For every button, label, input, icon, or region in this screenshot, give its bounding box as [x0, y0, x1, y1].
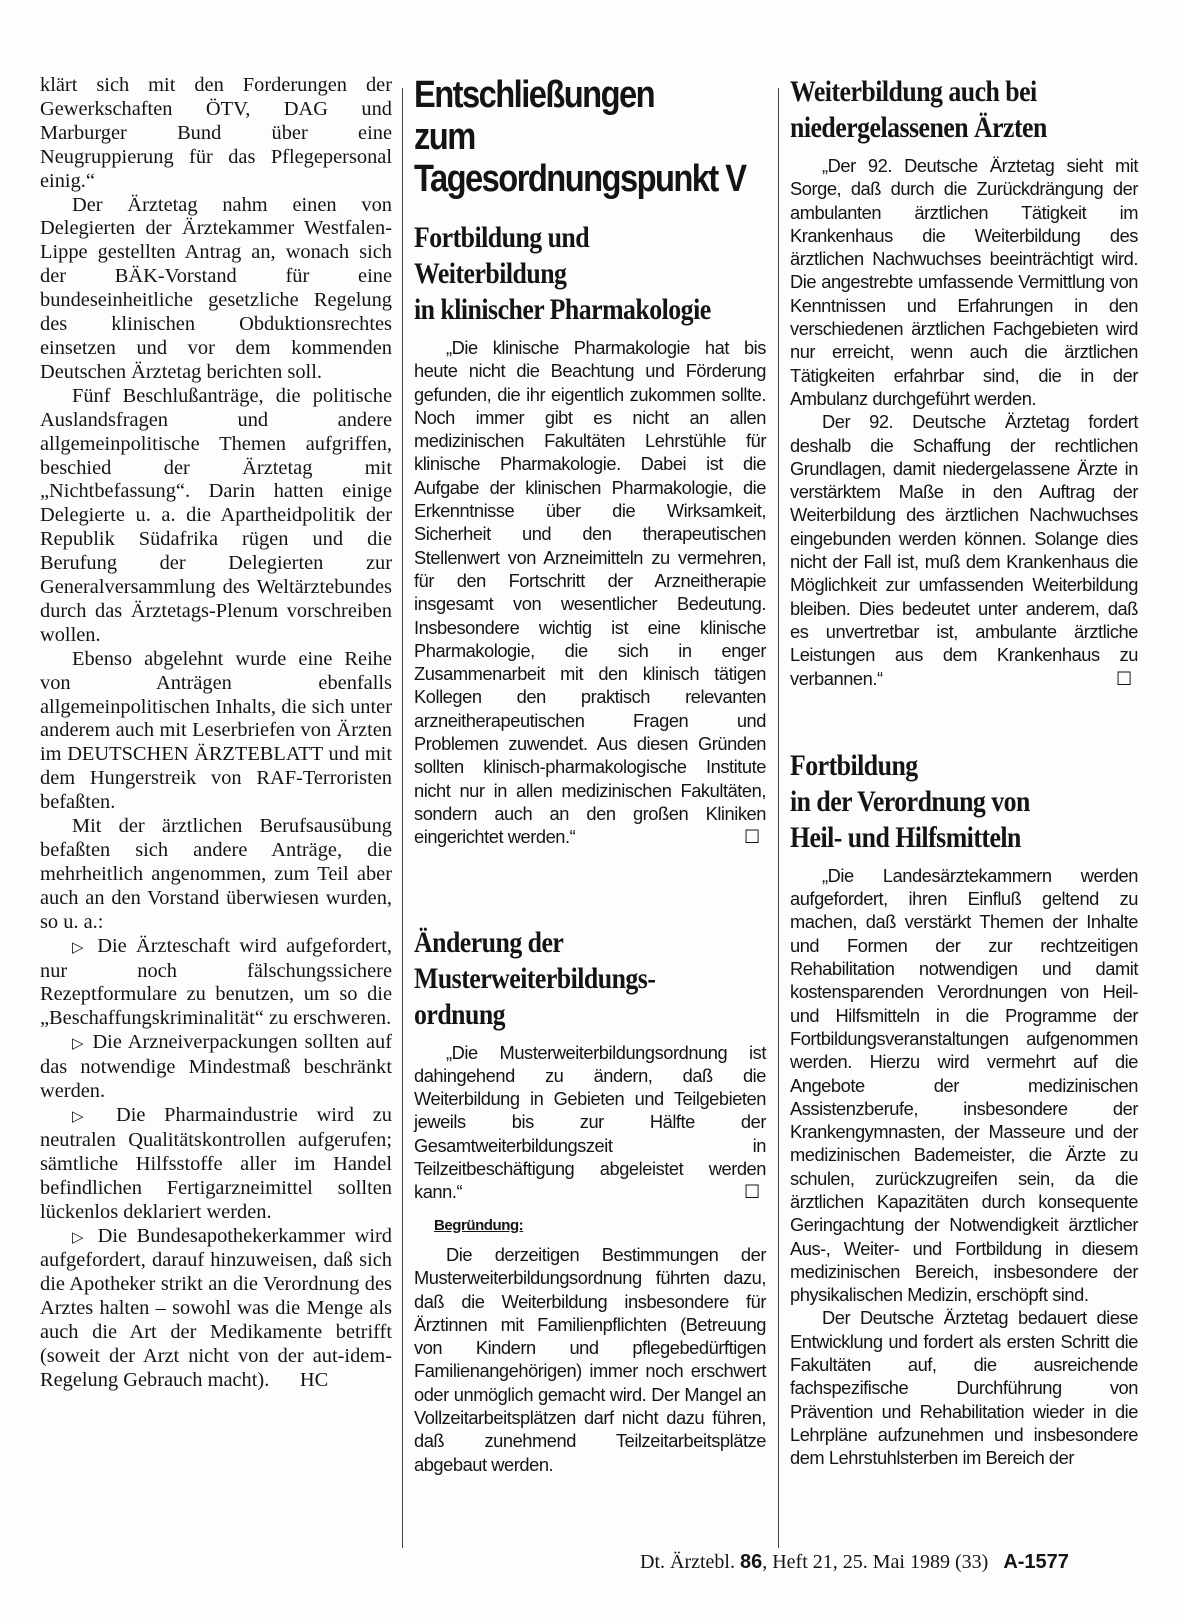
column-middle [414, 74, 766, 1476]
triangle-bullet-icon: ▷ [72, 1106, 98, 1125]
paragraph-text: Der 92. Deutsche Ärztetag fordert deshalb die Schaffung der rechtlichen Grundlagen, damit niedergelassene Ärzte in verstärktem Maße in den Auftrag der Weiterbildung des ärztlichen Nachwuchses eingebunden werden können. Solange dies nicht der Fall ist, muß dem Krankenhaus die Möglichkeit zur umfassenden Weiterbildung bleiben. Dies bedeutet unter anderem, daß es unvertretbar ist, ambulante ärztliche Leistungen aus dem Krankenhaus zu verbannen.“ [790, 411, 1138, 689]
list-item [40, 1031, 392, 1104]
main-heading [414, 74, 746, 200]
paragraph: Der Ärztetag nahm einen von Delegierten der Ärztekammer Westfalen-Lippe gestellten Antrag an, wonach sich der BÄK-Vorstand für eine bundeseinheitliche gesetzliche Regelung des klinischen Obduktionsrechtes einsetzen und vor dem kommenden Deutschen Ärztetag berichten soll. [40, 193, 392, 383]
end-of-article-mark: ☐ [1116, 667, 1132, 689]
column-rule [778, 88, 779, 1548]
main-heading-line: Entschließungen [414, 74, 655, 116]
paragraph [414, 336, 766, 849]
paragraph: „Der 92. Deutsche Ärztetag sieht mit Sorge, daß durch die Zurückdrängung der ambulanten ärztlichen Tätigkeit im Krankenhaus die Weiterbildung des ärztlichen Nachwuchses beeinträchtigt wird. Die angestrebte umfassende Vermittlung von Kenntnissen und Erfahrungen in den verschiedenen ärztlichen Fachgebieten wird nur erreicht, wenn auch die ärztlichen Tätigkeiten erfahrbar sind, die in der Ambulanz durchgeführt werden. [790, 155, 1138, 409]
section-heading-line: in der Verordnung von [790, 784, 1030, 818]
list-item-text: Die Arzneiverpackungen sollten auf das notwendige Mindestmaß beschränkt werden. [40, 1031, 392, 1103]
section-heading [790, 748, 1089, 856]
end-of-article-mark: ☐ [744, 1181, 760, 1203]
issue-info: , Heft 21, 25. Mai 1989 (33) [762, 1551, 989, 1573]
author-initials: HC [299, 1368, 329, 1391]
triangle-bullet-icon: ▷ [72, 1227, 89, 1246]
column-right [790, 74, 1138, 1470]
section-heading-line: Fortbildung und [414, 221, 590, 254]
end-of-article-mark: ☐ [744, 826, 760, 848]
journal-volume: 86 [739, 1551, 763, 1573]
section-heading [414, 220, 717, 328]
paragraph [790, 410, 1138, 690]
paragraph: Die derzeitigen Bestimmungen der Musterweiterbildungsordnung führten dazu, daß die Weiterbildung insbesondere für Ärztinnen mit Familienpflichten (Betreuung von Kindern und pflegebedürftigen Familienangehörigen) immer noch erschwert oder unmöglich gemacht wird. Der Mangel an Vollzeitarbeitsplätzen darf nicht dazu führen, daß zunehmend Teilzeitarbeitsplätze abgebaut werden. [414, 1243, 766, 1475]
triangle-bullet-icon: ▷ [72, 937, 88, 956]
section-heading-line: ordnung [414, 997, 506, 1031]
section-heading-line: niedergelassenen Ärzten [790, 111, 1047, 144]
page-footer [640, 1551, 1140, 1574]
paragraph: Der Deutsche Ärztetag bedauert diese Entwicklung und fordert als ersten Schritt die Fakultäten auf, die ausreichende fachspezifische Durchführung von Prävention und Rehabilitation wieder in die Lehrpläne aufzunehmen und insbesondere dem Lehrstuhlsterben im Bereich der [790, 1307, 1138, 1469]
column-rule [402, 88, 403, 1548]
main-heading-line: Tagesordnungspunkt V [414, 158, 746, 200]
paragraph: Ebenso abgelehnt wurde eine Reihe von Anträgen ebenfalls allgemeinpolitischen Inhalts, die sich unter anderem auch mit Leserbriefen von Ärzten im DEUTSCHEN ÄRZTEBLATT und mit dem Hungerstreik von RAF-Terroristen befaßten. [40, 647, 392, 814]
section-heading-line: Musterweiterbildungs- [414, 961, 656, 995]
column-left [40, 74, 392, 1393]
paragraph: Fünf Beschlußanträge, die politische Auslandsfragen und andere allgemeinpolitische Themen aufgriffen, beschied der Ärztetag mit „Nichtbefassung“. Darin hatten einige Delegierte u. a. die Apartheidpolitik der Republik Südafrika rügen und die Berufung der Delegierten zur Generalversammlung des Weltärztebundes durch das Ärztetags-Plenum vorschreiben wollen. [40, 384, 392, 646]
list-item-text: Die Ärzteschaft wird aufgefordert, nur noch fälschungssichere Rezeptformulare zu benutzen, um so die „Beschaffungskriminalität“ zu erschweren. [40, 934, 392, 1030]
section-heading-line: in klinischer Pharmakologie [414, 293, 711, 326]
section-heading-line: Heil- und Hilfsmitteln [790, 820, 1021, 854]
section-heading [790, 74, 1089, 146]
list-item-text: Die Pharmaindustrie wird zu neutralen Qualitätskontrollen aufgerufen; sämtliche Hilfsstoffe aller im Handel befindlichen Fertigarzneimittel sollten lückenlos deklariert werden. [40, 1103, 392, 1223]
paragraph [414, 1041, 766, 1204]
list-item [40, 1104, 392, 1225]
paragraph: Mit der ärztlichen Berufsausübung befaßten sich andere Anträge, die mehrheitlich angenommen, zum Teil aber auch an den Vorstand überwiesen wurden, so u. a.: [40, 815, 392, 933]
section-heading-line: Änderung der [414, 925, 564, 959]
list-item [40, 935, 392, 1032]
list-item-text: Die Bundesapothekerkammer wird aufgefordert, darauf hinzuweisen, daß sich die Apotheker strikt an die Verordnung des Arztes halten – sowohl was die Menge als auch die Art der Medikamente betrifft (soweit der Arzt nicht von der aut-idem-Regelung Gebrauch macht). [40, 1224, 392, 1391]
subheading: Begründung: [434, 1216, 524, 1234]
list-item [40, 1225, 392, 1393]
page-number: A-1577 [1003, 1551, 1069, 1573]
paragraph-text: „Die Musterweiterbildungsordnung ist dahingehend zu ändern, daß die Weiterbildung in Gebieten und Teilgebieten jeweils bis zur Hälfte der Gesamtweiterbildungszeit in Teilzeitbeschäftigung abgeleistet werden kann.“ [414, 1041, 766, 1203]
paragraph: „Die Landesärztekammern werden aufgefordert, ihren Einfluß geltend zu machen, daß verstärkt Themen der Inhalte und Formen der zur rechtzeitigen Rehabilitation notwendigen und damit kostensparenden Verordnungen von Heil- und Hilfsmitteln in die Programme der Fortbildungsveranstaltungen aufgenommen werden. Hierzu wird vermehrt auf die Angebote der medizinischen Assistenzberufe, insbesondere der Krankengymnasten, der Masseure und der medizinischen Bademeister, die Ärzte zu schulen, zurückzugreifen sein, da die ärztlichen Kapazitäten durch konsequente Geringachtung der Notwendigkeit ärztlicher Aus-, Weiter- und Fortbildung in diesem medizinischen Bereich, insbesondere der physikalischen Medizin, erschöpft sind. [790, 864, 1138, 1306]
paragraph-text: „Die klinische Pharmakologie hat bis heute nicht die Beachtung und Förderung gefunden, die ihr eigentlich zukommen sollte. Noch immer gibt es nicht an allen medizinischen Fakultäten Lehrstühle für klinische Pharmakologie. Dabei ist die Aufgabe der klinischen Pharmakologie, die Erkenntnisse über die Wirksamkeit, Sicherheit und den therapeutischen Stellenwert von Arzneimitteln zu vermehren, für den Fortschritt der Arzneitherapie insgesamt von wesentlicher Bedeutung. Insbesondere wichtig ist eine klinische Pharmakologie, die sich in enger Zusammenarbeit mit den klinisch tätigen Kollegen den praktisch relevanten arzneitherapeutischen Fragen und Problemen zuwendet. Aus diesen Gründen sollten klinisch-pharmakologische Institute nicht nur in allen medizinischen Fakultäten, sondern auch an den großen Kliniken eingerichtet werden.“ [414, 337, 766, 848]
main-heading-line: zum [414, 116, 475, 158]
section-heading-line: Weiterbildung [414, 257, 567, 290]
triangle-bullet-icon: ▷ [72, 1034, 86, 1053]
section-heading [414, 925, 717, 1033]
section-heading-line: Fortbildung [790, 748, 918, 782]
section-heading-line: Weiterbildung auch bei [790, 75, 1037, 108]
paragraph: klärt sich mit den Forderungen der Gewerkschaften ÖTV, DAG und Marburger Bund über eine Neugruppierung für das Pflegepersonal einig.“ [40, 74, 392, 192]
journal-name: Dt. Ärztebl. [640, 1551, 735, 1573]
